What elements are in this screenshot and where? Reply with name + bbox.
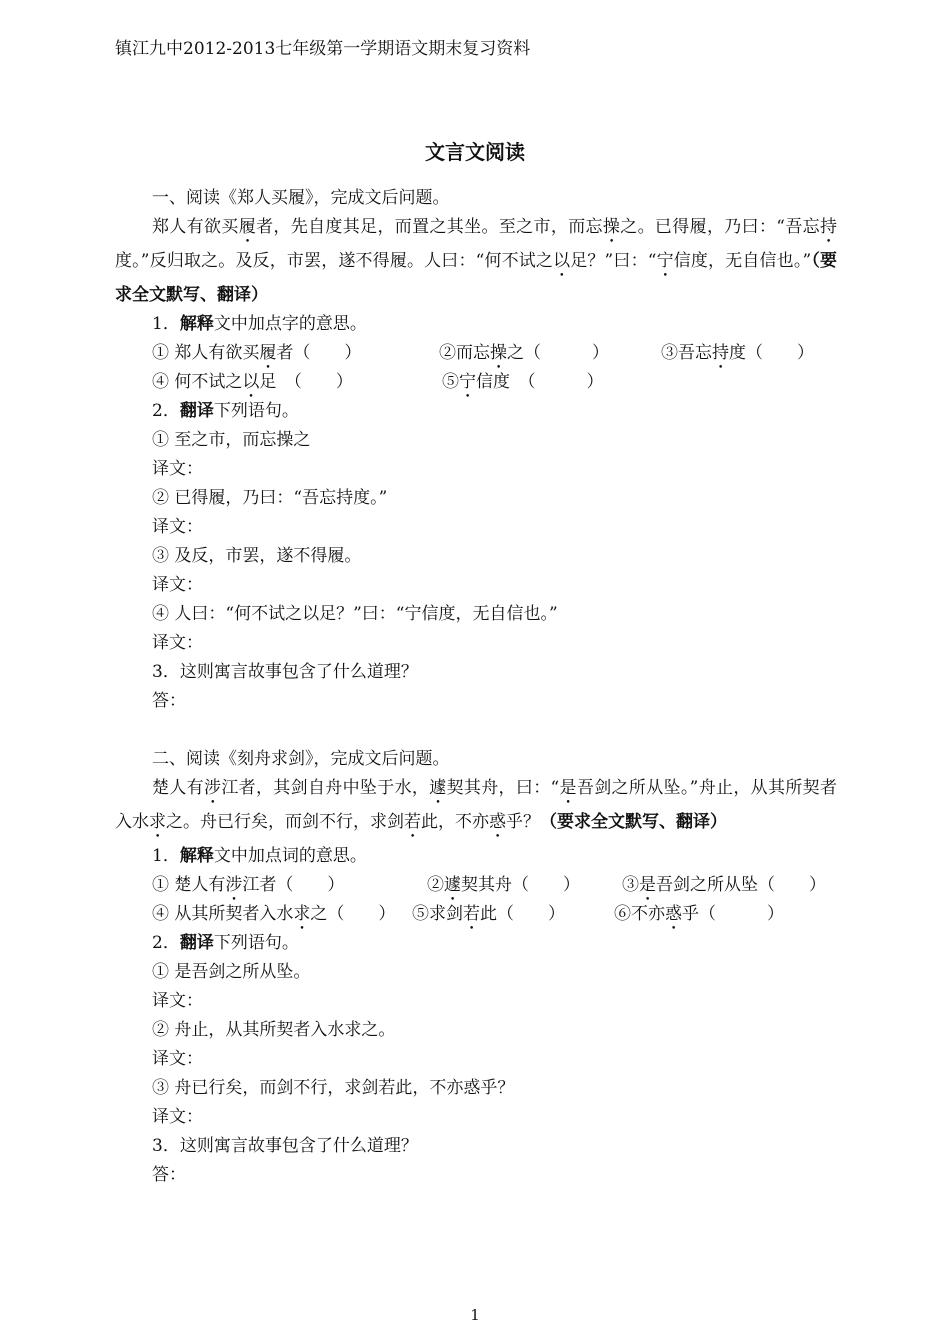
section-2-heading: 二、阅读《刻舟求剑》，完成文后问题。 bbox=[152, 749, 450, 769]
section-2-passage: 楚人有涉江者，其剑自舟中坠于水，遽契其舟，曰：“是吾剑之所从坠。”舟止，从其所契者入水求之。舟已行矣，而剑不行，求剑若此，不亦惑乎？（要求全文默写、翻译） bbox=[115, 778, 837, 832]
translation-label: 译文： bbox=[152, 1107, 203, 1127]
dotted-char: 涉 bbox=[203, 778, 222, 798]
translate-sentence: ③ 及反，市罢，遂不得履。 bbox=[152, 546, 362, 566]
requirement-note: （要求全文默写、翻译） bbox=[540, 812, 727, 832]
dotted-char: 持 bbox=[820, 217, 838, 237]
translate-sentence: ③ 舟已行矣，而剑不行，求剑若此，不亦惑乎？ bbox=[152, 1078, 515, 1098]
dotted-char: 操 bbox=[602, 217, 621, 237]
q1-item: ⑥不亦惑乎（ ） bbox=[614, 904, 784, 924]
translate-sentence: ④ 人曰：“何不试之以足？”曰：“宁信度，无自信也。” bbox=[152, 604, 558, 624]
q1-item: ②而忘操之（ ） bbox=[439, 343, 609, 363]
section-1-passage: 郑人有欲买履者，先自度其足，而置之其坐。至之市，而忘操之。已得履，乃曰：“吾忘持度。”反归取之。及反，市罢，遂不得履。人曰：“何不试之以足？”曰：“宁信度，无自信也。”（要求全文默写、翻译） bbox=[115, 217, 838, 305]
section-1-heading: 一、阅读《郑人买履》，完成文后问题。 bbox=[152, 188, 450, 208]
translate-sentence: ② 已得履，乃曰：“吾忘持度。” bbox=[152, 488, 388, 508]
dotted-char: 遽 bbox=[429, 778, 447, 798]
question-1: 1．解释文中加点词的意思。 bbox=[152, 846, 367, 866]
translate-sentence: ② 舟止，从其所契者入水求之。 bbox=[152, 1020, 396, 1040]
page-title: 文言文阅读 bbox=[425, 140, 525, 164]
dotted-char: 宁 bbox=[656, 251, 674, 271]
dotted-char: 履 bbox=[238, 217, 257, 237]
q1-item: ④ 从其所契者入水求之（ ） bbox=[152, 904, 396, 924]
q1-item: ① 楚人有涉江者（ ） bbox=[152, 875, 345, 895]
answer-label: 答： bbox=[152, 691, 186, 711]
translation-label: 译文： bbox=[152, 1049, 203, 1069]
page-number: 1 bbox=[470, 1306, 480, 1324]
answer-label: 答： bbox=[152, 1165, 186, 1185]
document-header: 镇江九中2012-2013七年级第一学期语文期末复习资料 bbox=[115, 39, 531, 59]
dotted-char: 是 bbox=[559, 778, 577, 798]
q1-items-row-1 bbox=[115, 871, 837, 900]
document-body bbox=[115, 184, 837, 1190]
q1-items-row-2 bbox=[115, 900, 837, 929]
requirement-note: （要求全文默写、翻译） bbox=[115, 251, 837, 305]
question-1: 1．解释文中加点字的意思。 bbox=[152, 314, 367, 334]
question-3: 3．这则寓言故事包含了什么道理？ bbox=[152, 662, 418, 682]
q1-item: ① 郑人有欲买履者（ ） bbox=[152, 343, 362, 363]
translate-sentence: ① 是吾剑之所从坠。 bbox=[152, 962, 311, 982]
q1-item: ⑤求剑若此（ ） bbox=[412, 904, 565, 924]
question-2: 2．翻译下列语句。 bbox=[152, 401, 299, 421]
q1-items-row-1 bbox=[115, 339, 837, 368]
q1-item: ②遽契其舟（ ） bbox=[427, 875, 580, 895]
q1-item: ④ 何不试之以足 （ ） bbox=[152, 372, 353, 392]
translation-label: 译文： bbox=[152, 575, 203, 595]
question-2: 2．翻译下列语句。 bbox=[152, 933, 299, 953]
translation-label: 译文： bbox=[152, 517, 203, 537]
q1-item: ⑤宁信度 （ ） bbox=[442, 372, 604, 392]
q1-items-row-2 bbox=[115, 368, 837, 397]
spacer bbox=[115, 716, 837, 745]
question-3: 3．这则寓言故事包含了什么道理？ bbox=[152, 1136, 418, 1156]
dotted-char: 求 bbox=[149, 812, 166, 832]
q1-item: ③是吾剑之所从坠（ ） bbox=[622, 875, 826, 895]
dotted-char: 若 bbox=[404, 812, 421, 832]
dotted-char: 惑 bbox=[489, 812, 506, 832]
translation-label: 译文： bbox=[152, 459, 203, 479]
translate-sentence: ① 至之市，而忘操之 bbox=[152, 430, 311, 450]
q1-item: ③吾忘持度（ ） bbox=[661, 343, 814, 363]
dotted-char: 以 bbox=[553, 251, 571, 271]
translation-label: 译文： bbox=[152, 991, 203, 1011]
translation-label: 译文： bbox=[152, 633, 203, 653]
